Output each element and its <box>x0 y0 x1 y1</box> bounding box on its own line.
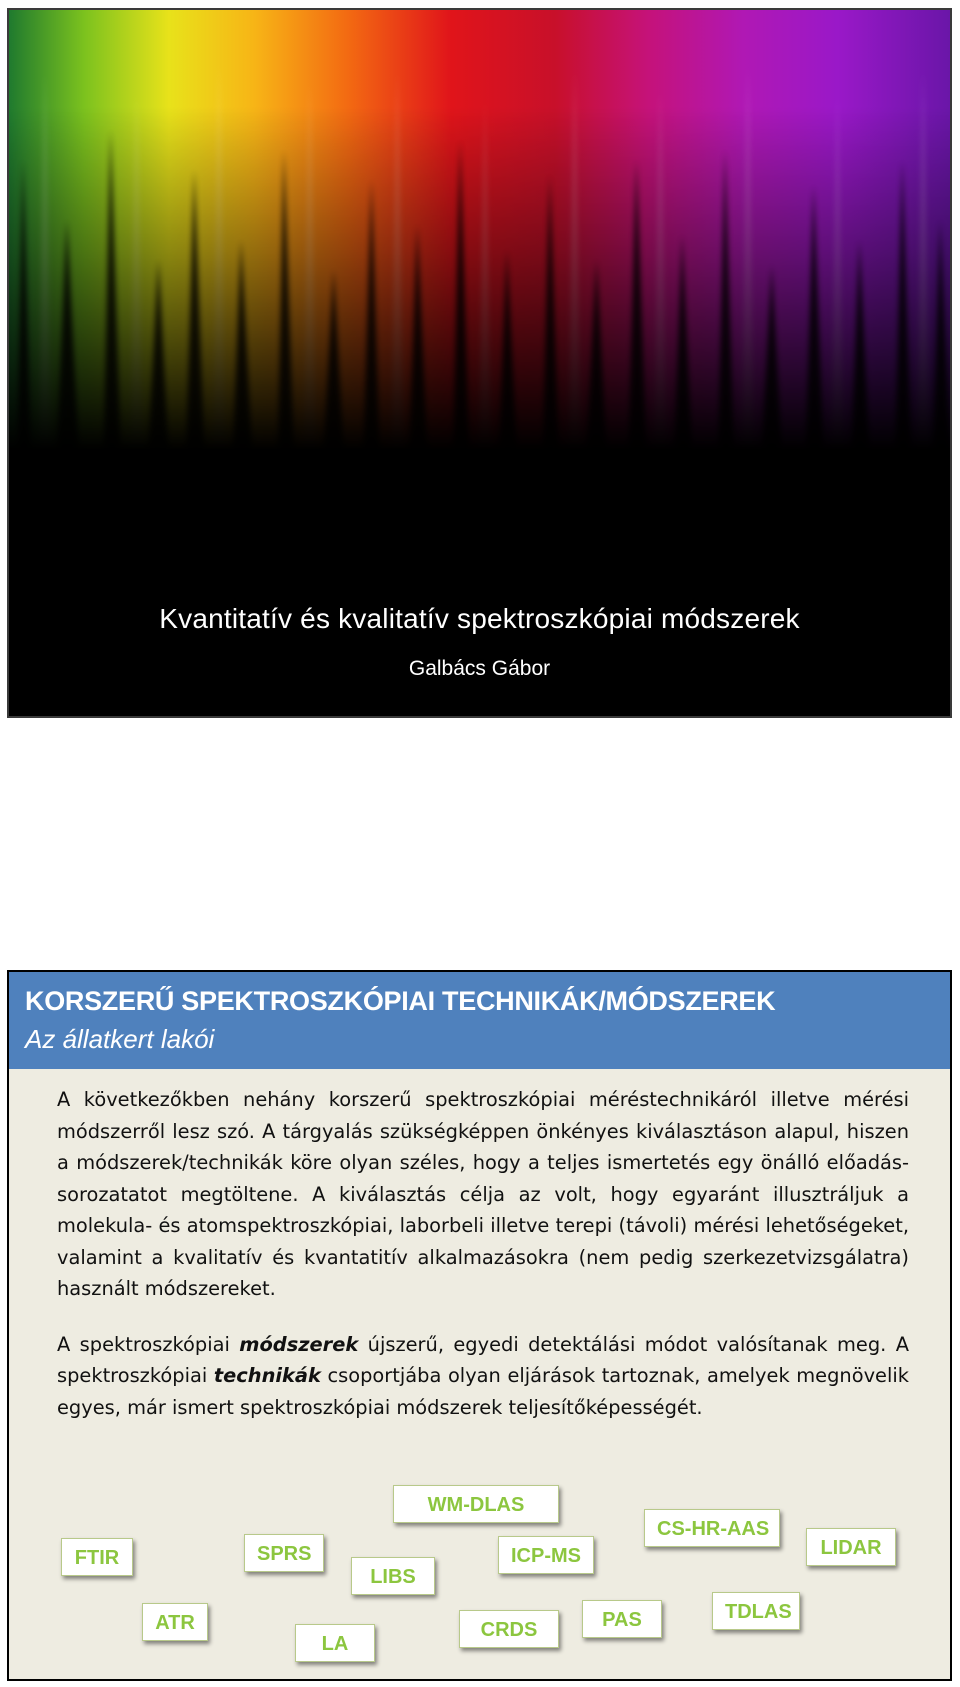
tag-crds: CRDS <box>459 1610 559 1648</box>
presentation-author: Galbács Gábor <box>408 657 551 680</box>
content-slide <box>7 970 952 1681</box>
slide-body <box>57 1084 909 1423</box>
paragraph-text: A spektroszkópiai <box>57 1332 240 1356</box>
tag-la: LA <box>295 1624 375 1662</box>
title-slide <box>7 8 952 718</box>
body-paragraph-1: A következőkben nehány korszerű spektroszkópiai méréstechnikáról illetve mérési módszerről lesz szó. A tárgyalás szükségképpen önkényes kiválasztáson alapul, hiszen a módszerek/technikák köre olyan széles, hogy a teljes ismertetés egy önálló előadás-sorozatatot megtöltene. A kiválasztás célja az volt, hogy egyaránt illusztráljuk a molekula- és atomspektroszkópiai, laborbeli illetve terepi (távoli) mérési lehetőségeket, valamint a kvalitatív és kvantatitív alkalmazásokra (nem pedig szerkezetvizsgálatra) használt módszereket. <box>57 1088 909 1300</box>
emphasis-techniques: technikák <box>213 1364 321 1387</box>
tag-pas: PAS <box>582 1600 662 1638</box>
tag-atr: ATR <box>142 1603 208 1641</box>
slide-header <box>9 972 950 1069</box>
tag-lidar: LIDAR <box>806 1528 896 1566</box>
slide-title: KORSZERŰ SPEKTROSZKÓPIAI TECHNIKÁK/MÓDSZEREK <box>25 986 776 1016</box>
tag-icp-ms: ICP-MS <box>498 1536 594 1574</box>
spectrum-rays-image <box>9 10 950 450</box>
paragraph-text: újszerű, egyedi detektálási módot valósítanak meg. A spektroszkópiai <box>57 1332 909 1387</box>
tag-wm-dlas: WM-DLAS <box>393 1485 559 1523</box>
tag-cs-hr-aas: CS-HR-AAS <box>644 1509 780 1547</box>
tag-tdlas: TDLAS <box>712 1592 800 1630</box>
tag-ftir: FTIR <box>61 1538 133 1576</box>
emphasis-methods: módszerek <box>239 1332 359 1356</box>
paragraph-text: csoportjába olyan eljárások tartoznak, amelyek megnövelik egyes, már ismert spektroszkópiai módszerek teljesítőképességét. <box>57 1364 909 1419</box>
body-paragraph-2 <box>57 1329 909 1424</box>
slide-subtitle: Az állatkert lakói <box>25 1024 215 1054</box>
tag-libs: LIBS <box>351 1557 435 1595</box>
tag-sprs: SPRS <box>244 1534 324 1572</box>
presentation-title: Kvantitatív és kvalitatív spektroszkópiai módszerek <box>159 603 800 634</box>
